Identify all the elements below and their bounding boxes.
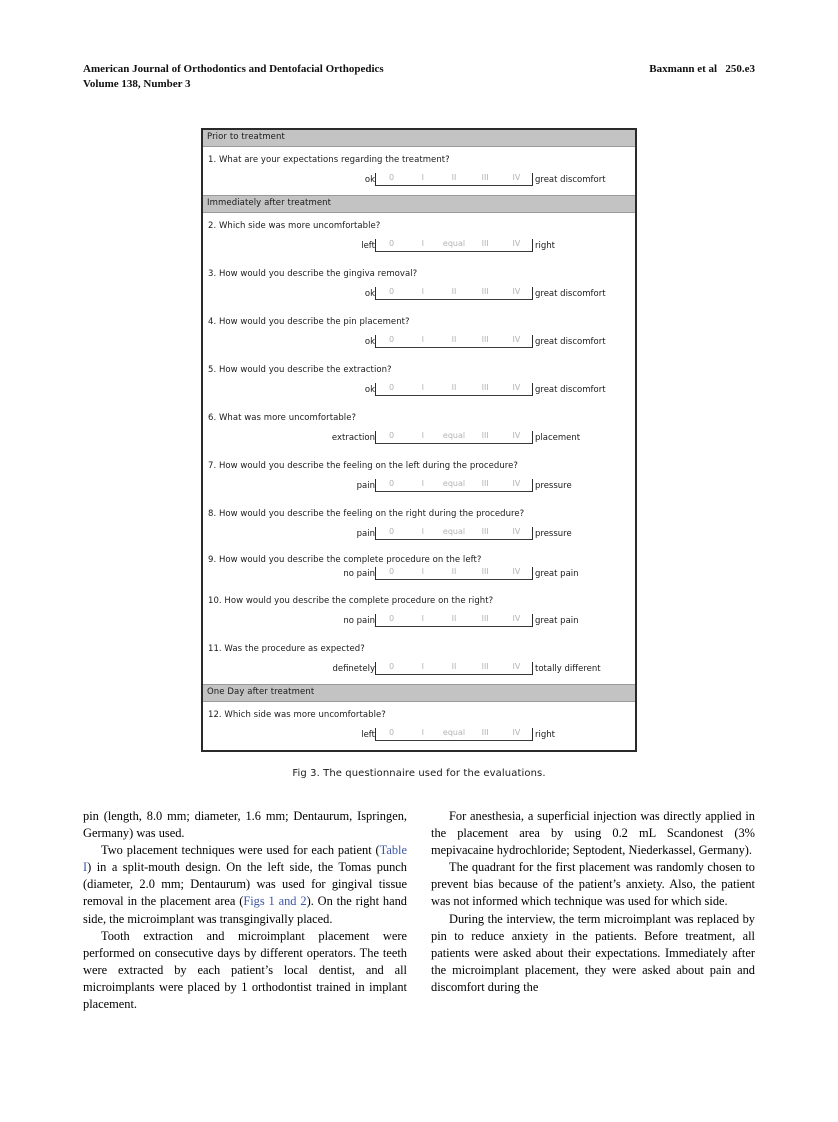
scale-tick[interactable]: IV: [512, 479, 521, 488]
scale-tick[interactable]: I: [421, 662, 424, 671]
scale-tick[interactable]: III: [481, 335, 489, 344]
scale-tick[interactable]: I: [421, 383, 424, 392]
question-text: 3. How would you describe the gingiva removal?: [208, 269, 418, 279]
body-paragraph: [83, 808, 407, 842]
question-text: 12. Which side was more uncomfortable?: [208, 710, 386, 720]
scale-tick[interactable]: IV: [512, 614, 521, 623]
question-text: 8. How would you describe the feeling on the right during the procedure?: [208, 509, 525, 519]
scale-tick[interactable]: IV: [512, 527, 521, 536]
scale-anchor-left: left: [361, 730, 375, 740]
question-block: [203, 147, 635, 195]
figure-3: [201, 128, 637, 779]
rating-scale-row: [203, 655, 635, 684]
scale-tick[interactable]: III: [481, 431, 489, 440]
scale-tick[interactable]: IV: [512, 662, 521, 671]
rating-scale-row: [203, 607, 635, 636]
body-paragraph: [431, 808, 755, 859]
scale-tick[interactable]: II: [451, 287, 457, 296]
scale-anchor-right: great discomfort: [535, 385, 606, 395]
question-block: [203, 453, 635, 501]
rating-scale[interactable]: [375, 527, 533, 540]
running-head: [83, 62, 755, 92]
scale-tick[interactable]: I: [421, 335, 424, 344]
questionnaire-form: [201, 128, 637, 752]
body-paragraph: [431, 859, 755, 910]
authors-and-page: Baxmann et al 250.e3: [649, 63, 755, 75]
question-block: [203, 357, 635, 405]
scale-tick[interactable]: 0: [389, 173, 395, 182]
scale-tick[interactable]: 0: [389, 728, 395, 737]
scale-anchor-right: great discomfort: [535, 289, 606, 299]
rating-scale[interactable]: [375, 335, 533, 348]
scale-tick[interactable]: I: [421, 567, 424, 576]
scale-anchor-left: definetely: [332, 664, 375, 674]
scale-tick[interactable]: I: [421, 728, 424, 737]
scale-anchor-left: ok: [364, 289, 375, 299]
scale-tick[interactable]: III: [481, 287, 489, 296]
scale-tick[interactable]: II: [451, 614, 457, 623]
scale-anchor-left: no pain: [343, 616, 375, 626]
scale-tick[interactable]: III: [481, 614, 489, 623]
rating-scale-row: [203, 376, 635, 405]
scale-tick[interactable]: IV: [512, 239, 521, 248]
scale-tick[interactable]: I: [421, 239, 424, 248]
scale-tick[interactable]: IV: [512, 287, 521, 296]
body-paragraph: [83, 928, 407, 1013]
question-block: [203, 261, 635, 309]
scale-anchor-left: left: [361, 241, 375, 251]
rating-scale[interactable]: [375, 287, 533, 300]
scale-tick[interactable]: II: [451, 662, 457, 671]
scale-anchor-right: totally different: [535, 664, 601, 674]
scale-tick[interactable]: equal: [442, 431, 466, 440]
scale-tick[interactable]: III: [481, 567, 489, 576]
scale-tick[interactable]: III: [481, 662, 489, 671]
rating-scale[interactable]: [375, 614, 533, 627]
section-header: Prior to treatment: [203, 130, 635, 147]
question-block: [203, 636, 635, 684]
scale-tick[interactable]: IV: [512, 567, 521, 576]
scale-tick[interactable]: II: [451, 567, 457, 576]
scale-tick[interactable]: I: [421, 287, 424, 296]
question-text: 5. How would you describe the extraction?: [208, 365, 392, 375]
body-column-left: [83, 808, 407, 1013]
cross-reference-link[interactable]: Figs 1 and 2: [243, 894, 307, 909]
scale-tick[interactable]: I: [421, 173, 424, 182]
scale-tick[interactable]: III: [481, 479, 489, 488]
scale-tick[interactable]: 0: [389, 383, 395, 392]
scale-anchor-right: great pain: [535, 569, 579, 579]
scale-tick[interactable]: I: [421, 479, 424, 488]
scale-tick[interactable]: 0: [389, 662, 395, 671]
question-block: [203, 588, 635, 636]
rating-scale[interactable]: [375, 383, 533, 396]
scale-anchor-left: extraction: [331, 433, 375, 443]
scale-anchor-left: ok: [364, 175, 375, 185]
figure-caption: Fig 3. The questionnaire used for the evaluations.: [292, 768, 546, 779]
body-text-run: For anesthesia, a superficial injection was directly applied in the placement area by using 0.2 mL Scandonest (3% mepivacaine hydrochloride; Septodent, Niederkassel, Germany).: [431, 809, 755, 858]
body-text-run: Tooth extraction and microimplant placement were performed on consecutive days by different operators. The teeth were extracted by each patient’s local dentist, and all microimplants were placed by 1 orthodontist trained in implant placement.: [83, 928, 407, 1012]
body-columns: [83, 808, 755, 1013]
scale-anchor-left: pain: [356, 529, 375, 539]
section-header: Immediately after treatment: [203, 195, 635, 213]
scale-tick[interactable]: 0: [389, 527, 395, 536]
scale-tick[interactable]: equal: [442, 728, 466, 737]
scale-tick[interactable]: IV: [512, 335, 521, 344]
scale-tick[interactable]: IV: [512, 431, 521, 440]
body-text-run: pin (length, 8.0 mm; diameter, 1.6 mm; Dentaurum, Ispringen, Germany) was used.: [83, 809, 407, 841]
journal-title: American Journal of Orthodontics and Dentofacial Orthopedics: [83, 63, 384, 75]
question-block: [203, 501, 635, 549]
scale-anchor-right: great pain: [535, 616, 579, 626]
rating-scale[interactable]: [375, 567, 533, 580]
scale-tick[interactable]: I: [421, 431, 424, 440]
rating-scale[interactable]: [375, 239, 533, 252]
body-text-run: ) in a split-mouth design. On the left side, the Tomas punch (diameter, 2.0 mm; Dentaurum) was used for gingival tissue removal in the placement area (: [83, 860, 407, 909]
scale-tick[interactable]: III: [481, 728, 489, 737]
rating-scale-row: [203, 472, 635, 501]
scale-tick[interactable]: I: [421, 527, 424, 536]
question-block: [203, 213, 635, 261]
scale-anchor-left: ok: [364, 337, 375, 347]
volume-issue: Volume 138, Number 3: [83, 78, 191, 90]
rating-scale-row: [203, 424, 635, 453]
body-text-run: Two placement techniques were used for each patient (: [101, 843, 380, 858]
scale-anchor-left: pain: [356, 481, 375, 491]
scale-anchor-right: great discomfort: [535, 175, 606, 185]
cross-reference-link[interactable]: Table I: [83, 843, 407, 875]
body-paragraph: [83, 842, 407, 927]
scale-tick[interactable]: 0: [389, 287, 395, 296]
rating-scale-row: [203, 166, 635, 195]
scale-tick[interactable]: II: [451, 173, 457, 182]
rating-scale-row: [203, 721, 635, 750]
scale-tick[interactable]: 0: [389, 239, 395, 248]
question-block: [203, 309, 635, 357]
rating-scale-row: [203, 566, 635, 588]
scale-tick[interactable]: II: [451, 383, 457, 392]
question-text: 11. Was the procedure as expected?: [208, 644, 365, 654]
question-text: 7. How would you describe the feeling on the left during the procedure?: [208, 461, 518, 471]
scale-tick[interactable]: equal: [442, 527, 466, 536]
rating-scale[interactable]: [375, 728, 533, 741]
question-block: [203, 405, 635, 453]
scale-tick[interactable]: 0: [389, 335, 395, 344]
question-text: 2. Which side was more uncomfortable?: [208, 221, 381, 231]
question-text: 10. How would you describe the complete procedure on the right?: [208, 596, 494, 606]
rating-scale-row: [203, 520, 635, 549]
rating-scale[interactable]: [375, 479, 533, 492]
scale-tick[interactable]: III: [481, 383, 489, 392]
rating-scale[interactable]: [375, 431, 533, 444]
scale-tick[interactable]: I: [421, 614, 424, 623]
scale-anchor-right: right: [535, 241, 555, 251]
question-text: 9. How would you describe the complete procedure on the left?: [208, 555, 482, 565]
question-block: [203, 702, 635, 750]
scale-anchor-right: pressure: [535, 481, 572, 491]
scale-anchor-right: great discomfort: [535, 337, 606, 347]
rating-scale-row: [203, 280, 635, 309]
scale-tick[interactable]: IV: [512, 728, 521, 737]
body-column-right: [431, 808, 755, 1013]
scale-anchor-left: ok: [364, 385, 375, 395]
section-header: One Day after treatment: [203, 684, 635, 702]
scale-anchor-right: right: [535, 730, 555, 740]
body-text-run: ). On the right hand side, the microimplant was transgingivally placed.: [83, 894, 407, 926]
scale-anchor-right: pressure: [535, 529, 572, 539]
scale-tick[interactable]: III: [481, 527, 489, 536]
scale-tick[interactable]: 0: [389, 614, 395, 623]
body-text-run: The quadrant for the first placement was randomly chosen to prevent bias because of the patient’s anxiety. Also, the patient was not informed which technique was used for which side.: [431, 860, 755, 909]
question-block: [203, 549, 635, 588]
scale-tick[interactable]: equal: [442, 239, 466, 248]
scale-tick[interactable]: 0: [389, 567, 395, 576]
scale-tick[interactable]: 0: [389, 431, 395, 440]
scale-tick[interactable]: IV: [512, 173, 521, 182]
scale-tick[interactable]: equal: [442, 479, 466, 488]
rating-scale-row: [203, 232, 635, 261]
body-paragraph: [431, 911, 755, 996]
scale-tick[interactable]: III: [481, 173, 489, 182]
question-text: 1. What are your expectations regarding the treatment?: [208, 155, 450, 165]
rating-scale-row: [203, 328, 635, 357]
rating-scale[interactable]: [375, 173, 533, 186]
body-text-run: During the interview, the term microimplant was replaced by pin to reduce anxiety in the patients. Before treatment, all patients were asked about their expectations. Immediately after the microimplant placement, they were asked about pain and discomfort during the: [431, 911, 755, 994]
scale-tick[interactable]: II: [451, 335, 457, 344]
question-text: 6. What was more uncomfortable?: [208, 413, 357, 423]
scale-anchor-left: no pain: [343, 569, 375, 579]
scale-anchor-right: placement: [535, 433, 581, 443]
scale-tick[interactable]: III: [481, 239, 489, 248]
scale-tick[interactable]: IV: [512, 383, 521, 392]
rating-scale[interactable]: [375, 662, 533, 675]
question-text: 4. How would you describe the pin placement?: [208, 317, 410, 327]
scale-tick[interactable]: 0: [389, 479, 395, 488]
